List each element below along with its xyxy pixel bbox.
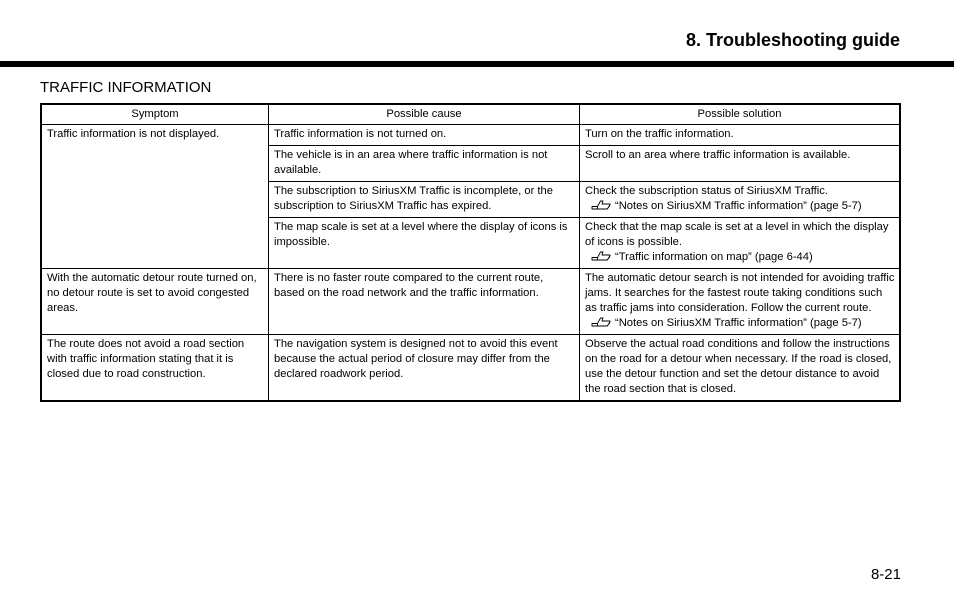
table-row [41,269,900,335]
pointing-hand-icon [591,316,611,327]
symptom-cell: Traffic information is not displayed. [41,125,269,269]
solution-text: Turn on the traffic information. [585,128,734,140]
symptom-cell: The route does not avoid a road section with traffic information stating that it is closed due to road construction. [41,335,269,402]
solution-cell [580,335,901,402]
table-header-row [41,104,900,125]
cause-cell: The vehicle is in an area where traffic information is not available. [269,146,580,182]
reference-link[interactable] [585,250,895,265]
solution-cell [580,125,901,146]
column-header-symptom: Symptom [41,104,269,125]
cause-cell: Traffic information is not turned on. [269,125,580,146]
section-title: TRAFFIC INFORMATION [40,79,212,96]
pointing-hand-icon [591,250,611,261]
reference-link[interactable] [585,199,895,214]
solution-text: Check that the map scale is set at a level in which the display of icons is possible. [585,221,889,248]
cause-cell: The navigation system is designed not to avoid this event because the actual period of closure may differ from the declared roadwork period. [269,335,580,402]
page-number: 8-21 [870,566,901,583]
solution-cell [580,218,901,269]
pointing-hand-icon [591,199,611,210]
table-body [41,125,900,402]
table-row [41,125,900,146]
solution-text: Scroll to an area where traffic information is available. [585,149,851,161]
cause-cell: The subscription to SiriusXM Traffic is incomplete, or the subscription to SiriusXM Traffic has expired. [269,182,580,218]
solution-text: Check the subscription status of SiriusXM Traffic. [585,185,828,197]
reference-text: “Notes on SiriusXM Traffic information” (page 5-7) [615,200,862,212]
cause-cell: There is no faster route compared to the current route, based on the road network and the traffic information. [269,269,580,335]
reference-link[interactable] [585,316,895,331]
column-header-solution: Possible solution [580,104,901,125]
table-row [41,335,900,402]
solution-cell [580,182,901,218]
chapter-title: 8. Troubleshooting guide [686,30,900,50]
solution-text: The automatic detour search is not intended for avoiding traffic jams. It searches for the fastest route taking conditions such as traffic jams into consideration. Follow the current route. [585,272,895,314]
solution-text: Observe the actual road conditions and follow the instructions on the road for a detour when necessary. If the road is closed, use the detour function and set the detour distance to avoid the road section that is closed. [585,338,892,395]
column-header-cause: Possible cause [269,104,580,125]
cause-cell: The map scale is set at a level where the display of icons is impossible. [269,218,580,269]
solution-cell [580,269,901,335]
header-rule [0,61,954,67]
troubleshooting-table [40,103,901,402]
reference-text: “Notes on SiriusXM Traffic information” (page 5-7) [615,317,862,329]
solution-cell [580,146,901,182]
reference-text: “Traffic information on map” (page 6-44) [615,251,813,263]
symptom-cell: With the automatic detour route turned on, no detour route is set to avoid congested areas. [41,269,269,335]
